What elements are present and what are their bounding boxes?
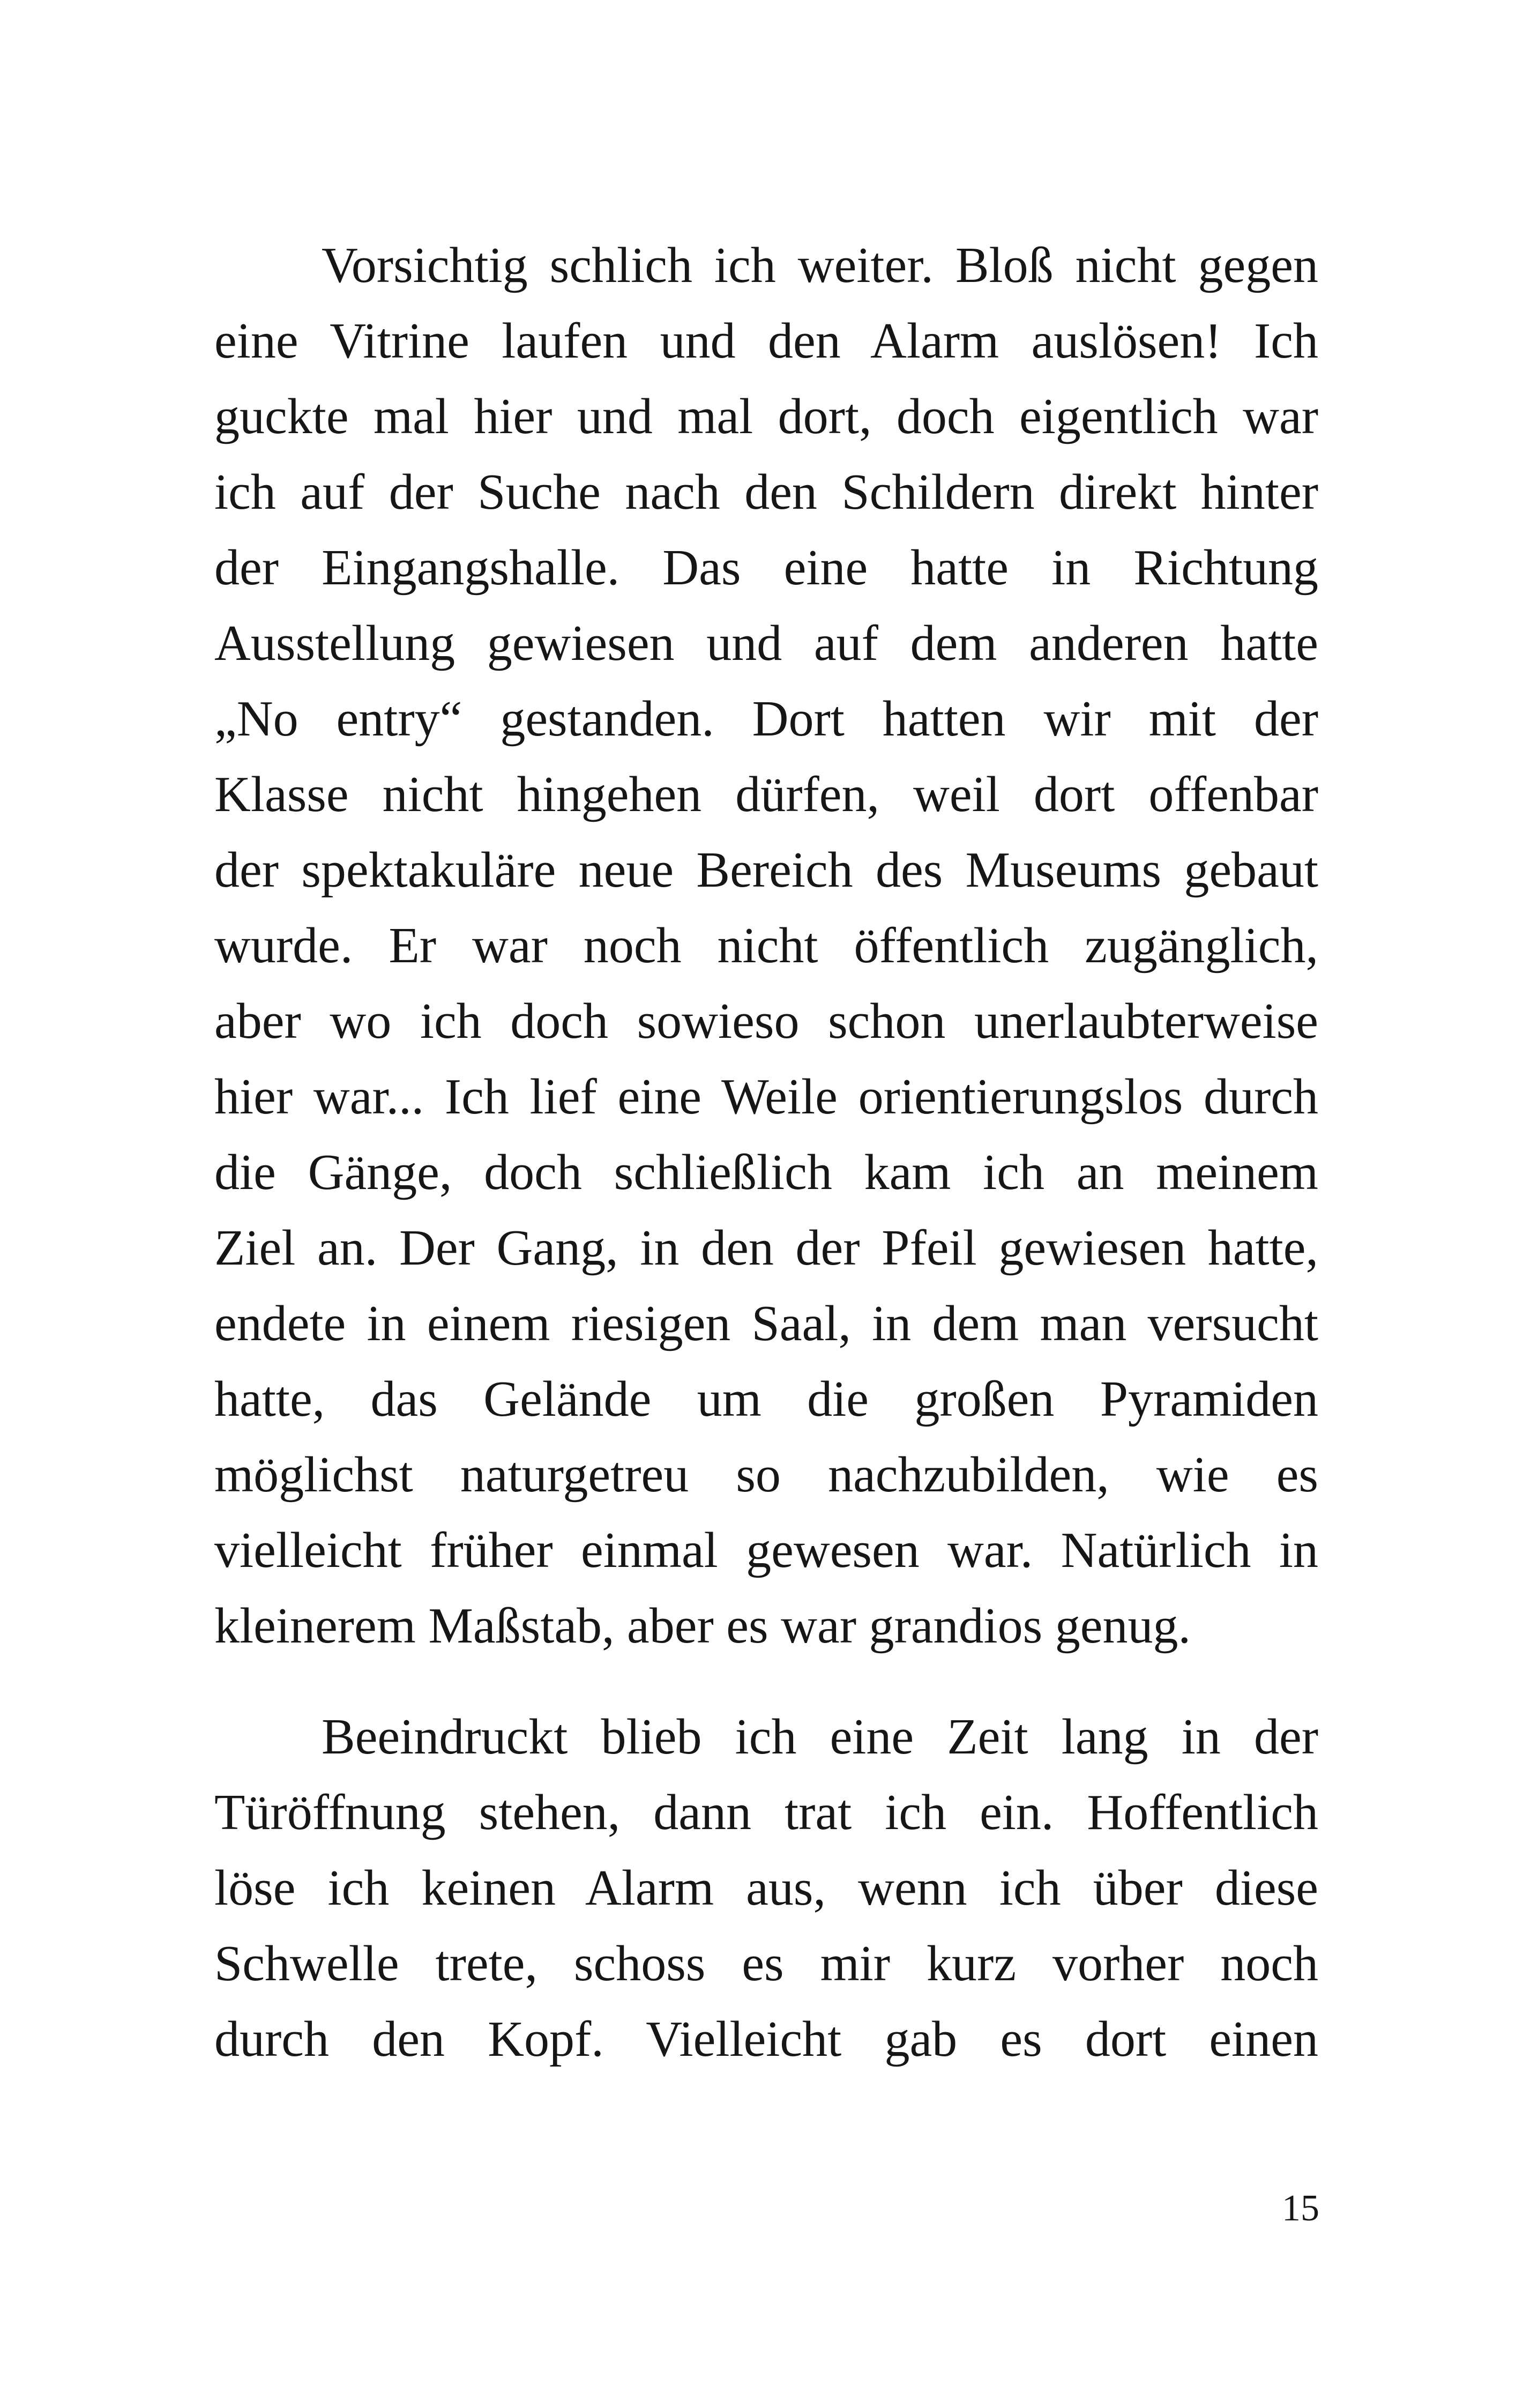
text-line: vielleicht früher einmal gewesen war. Natürlich in — [214, 1522, 1318, 1578]
text-line: endete in einem riesigen Saal, in dem man versucht — [214, 1296, 1318, 1351]
text-line: Türöffnung stehen, dann trat ich ein. Hoffentlich — [214, 1785, 1318, 1840]
text-line: der spektakuläre neue Bereich des Museums gebaut — [214, 842, 1318, 898]
text-line: eine Vitrine laufen und den Alarm auslösen! Ich — [214, 313, 1318, 369]
text-line: hier war... Ich lief eine Weile orientierungslos durch — [214, 1069, 1318, 1125]
text-line: die Gänge, doch schließlich kam ich an meinem — [214, 1144, 1318, 1200]
paragraph-1 — [214, 228, 1318, 1664]
text-line: möglichst naturgetreu so nachzubilden, wie es — [214, 1447, 1318, 1503]
text-line: Ausstellung gewiesen und auf dem anderen hatte — [214, 615, 1318, 671]
text-line: guckte mal hier und mal dort, doch eigentlich war — [214, 389, 1318, 444]
text-line: Klasse nicht hingehen dürfen, weil dort offenbar — [214, 767, 1318, 822]
text-line: wurde. Er war noch nicht öffentlich zugänglich, — [214, 918, 1318, 973]
text-line: löse ich keinen Alarm aus, wenn ich über diese — [214, 1860, 1318, 1916]
paragraph-2 — [214, 1699, 1318, 2077]
text-line: Beeindruckt blieb ich eine Zeit lang in der — [322, 1709, 1318, 1765]
text-line: durch den Kopf. Vielleicht gab es dort einen — [214, 2011, 1318, 2067]
text-line: hatte, das Gelände um die großen Pyramiden — [214, 1371, 1318, 1427]
page-number: 15 — [1282, 2188, 1319, 2229]
text-line: kleinerem Maßstab, aber es war grandios genug. — [214, 1598, 1191, 1654]
text-line: aber wo ich doch sowieso schon unerlaubterweise — [214, 993, 1318, 1049]
text-line: der Eingangshalle. Das eine hatte in Richtung — [214, 540, 1318, 596]
text-line: Schwelle trete, schoss es mir kurz vorher noch — [214, 1936, 1318, 1991]
text-line: „No entry“ gestanden. Dort hatten wir mit der — [214, 691, 1318, 747]
text-line: Vorsichtig schlich ich weiter. Bloß nicht gegen — [322, 237, 1318, 293]
text-line: Ziel an. Der Gang, in den der Pfeil gewiesen hatte, — [214, 1220, 1318, 1276]
text-line: ich auf der Suche nach den Schildern direkt hinter — [214, 464, 1318, 520]
